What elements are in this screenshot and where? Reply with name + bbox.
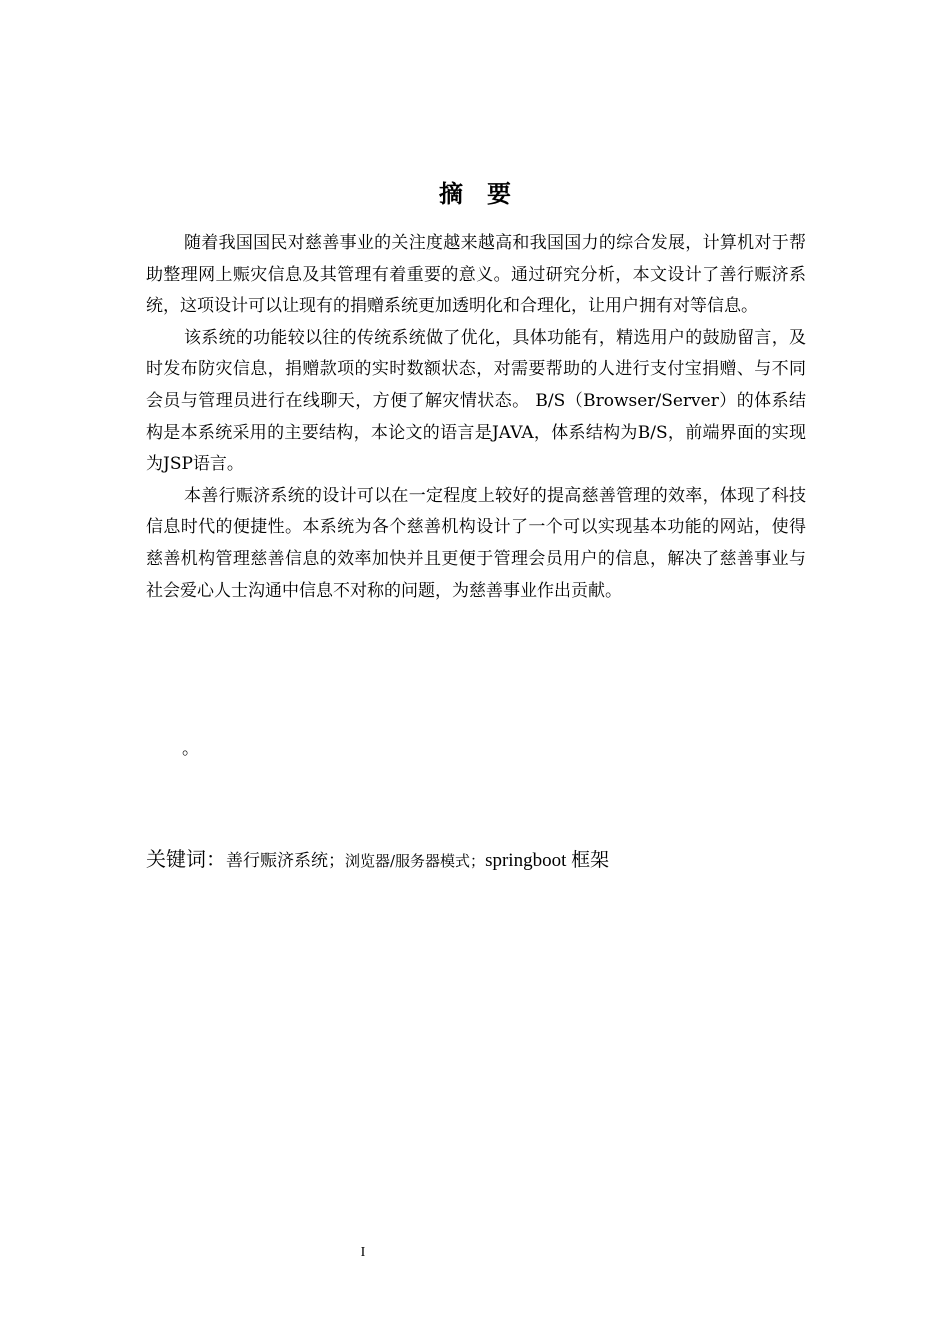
abstract-title: 摘要 [439, 180, 535, 209]
keywords-label: 关键词： [146, 847, 226, 871]
stray-punctuation: 。 [182, 739, 199, 759]
keyword-item: 浏览器/服务器模式； [345, 852, 486, 870]
keywords-line [146, 843, 609, 877]
keyword-item: 善行赈济系统； [226, 851, 345, 871]
abstract-paragraph-2: 该系统的功能较以往的传统系统做了优化，具体功能有，精选用户的鼓励留言，及时发布防灾信息，捐赠款项的实时数额状态，对需要帮助的人进行支付宝捐赠、与不同会员与管理员进行在线聊天，方便了解灾情状态。 B/S（Browser/Server）的体系结构是本系统采用的主要结构，本论文的语言是JAVA，体系结构为B/S，前端界面的实现为JSP语言。 [146, 327, 806, 475]
page-number: I [360, 1245, 366, 1260]
abstract-paragraph-1: 随着我国国民对慈善事业的关注度越来越高和我国国力的综合发展，计算机对于帮助整理网上赈灾信息及其管理有着重要的意义。通过研究分析，本文设计了善行赈济系统，这项设计可以让现有的捐赠系统更加透明化和合理化，让用户拥有对等信息。 [146, 233, 806, 317]
keyword-item: springboot 框架 [485, 850, 610, 871]
abstract-body [146, 228, 806, 607]
abstract-paragraph-3: 本善行赈济系统的设计可以在一定程度上较好的提高慈善管理的效率，体现了科技信息时代的便捷性。本系统为各个慈善机构设计了一个可以实现基本功能的网站，使得慈善机构管理慈善信息的效率加快并且更便于管理会员用户的信息，解决了慈善事业与社会爱心人士沟通中信息不对称的问题，为慈善事业作出贡献。 [146, 485, 806, 601]
